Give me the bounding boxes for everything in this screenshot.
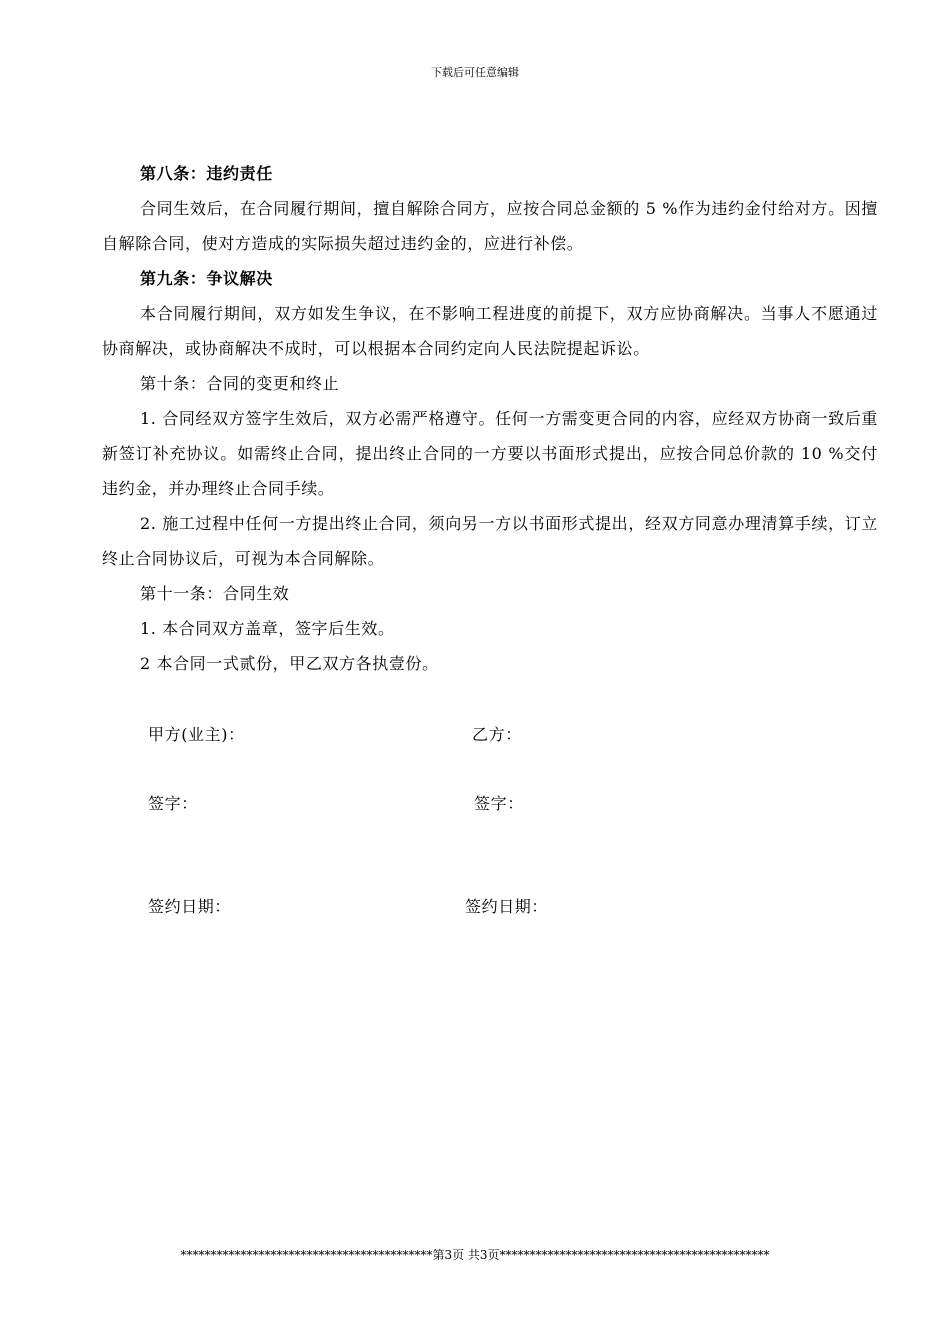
article-9-body: 本合同履行期间，双方如发生争议，在不影响工程进度的前提下，双方应协商解决。当事人不愿通过协商解决，或协商解决不成时，可以根据本合同约定向人民法院提起诉讼。 bbox=[102, 304, 878, 358]
article-11-item-1: 1. 本合同双方盖章，签字后生效。 bbox=[140, 619, 395, 638]
article-10-item-2: 2. 施工过程中任何一方提出终止合同，须向另一方以书面形式提出，经双方同意办理清算手续，订立终止合同协议后，可视为本合同解除。 bbox=[102, 514, 878, 568]
page-header: 下载后可任意编辑 bbox=[431, 66, 519, 79]
article-11-item-2: 2 本合同一式贰份，甲乙双方各执壹份。 bbox=[140, 654, 439, 673]
contract-body bbox=[102, 156, 878, 681]
page-footer: ******************************************第3页 共3页********************************************* bbox=[180, 1248, 770, 1262]
party-a-label: 甲方(业主)： bbox=[148, 725, 245, 744]
party-b-label: 乙方： bbox=[472, 725, 522, 744]
article-10-title: 第十条：合同的变更和终止 bbox=[140, 374, 340, 393]
article-8-body: 合同生效后，在合同履行期间，擅自解除合同方，应按合同总金额的 5 %作为违约金付给对方。因擅自解除合同，使对方造成的实际损失超过违约金的，应进行补偿。 bbox=[102, 199, 878, 253]
article-8-title: 第八条：违约责任 bbox=[140, 164, 273, 183]
party-a-date-label: 签约日期： bbox=[148, 897, 232, 916]
party-a-signature-label: 签字： bbox=[148, 794, 198, 813]
article-11-title: 第十一条：合同生效 bbox=[140, 584, 290, 603]
party-b-signature-label: 签字： bbox=[474, 794, 524, 813]
article-10-item-1: 1. 合同经双方签字生效后，双方必需严格遵守。任何一方需变更合同的内容，应经双方协商一致后重新签订补充协议。如需终止合同，提出终止合同的一方要以书面形式提出，应按合同总价款的 10 %交付违约金，并办理终止合同手续。 bbox=[102, 409, 878, 498]
party-b-date-label: 签约日期： bbox=[465, 897, 549, 916]
article-9-title: 第九条：争议解决 bbox=[140, 269, 273, 288]
